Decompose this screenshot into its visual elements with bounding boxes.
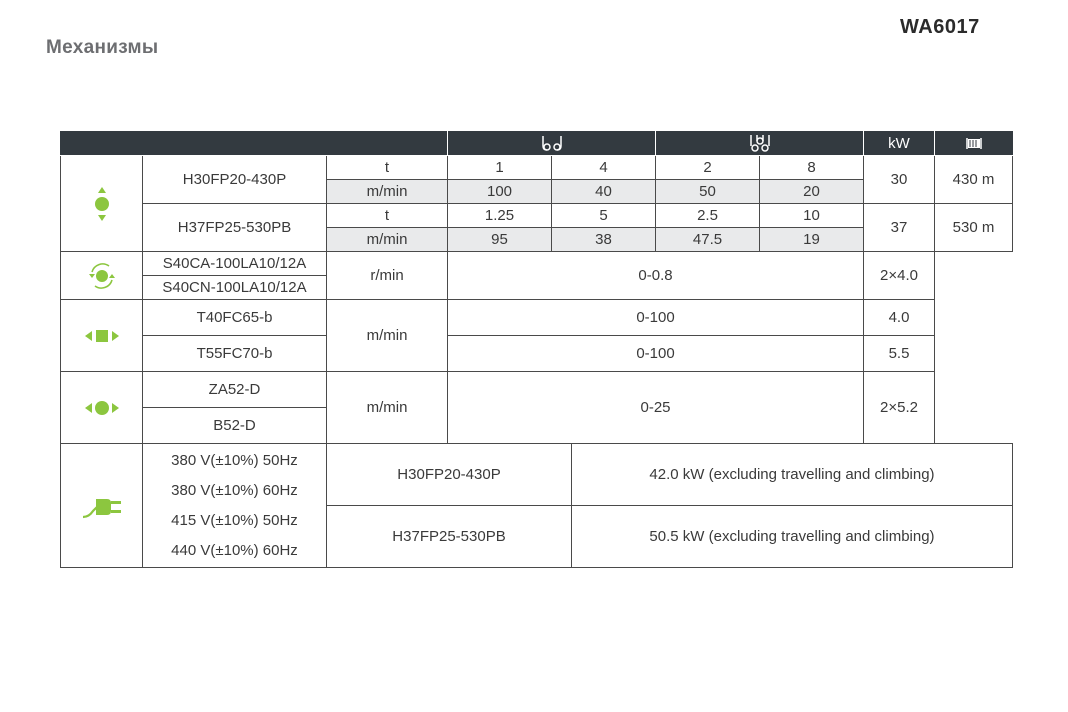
speed-value: 95 [448, 228, 552, 252]
travel-model: ZA52-D [143, 372, 327, 408]
power-consumption: 42.0 kW (excluding travelling and climbing) [572, 444, 1013, 506]
speed-value: 100 [448, 180, 552, 204]
power-icon-cell [61, 444, 143, 568]
voltage-list [143, 444, 327, 568]
trolley-kw: 4.0 [864, 300, 935, 336]
trolley-row-2 [61, 336, 1013, 372]
hoist-up-down-icon [92, 186, 112, 222]
slewing-icon-cell [61, 252, 143, 300]
trolley-range: 0-100 [448, 300, 864, 336]
speed-value: 50 [656, 180, 760, 204]
t-value: 4 [552, 156, 656, 180]
trolley-unit: m/min [327, 300, 448, 372]
speed-label: m/min [327, 180, 448, 204]
t-value: 5 [552, 204, 656, 228]
t-value: 1.25 [448, 204, 552, 228]
empty-cell [935, 252, 1013, 300]
speed-label: m/min [327, 228, 448, 252]
travel-kw: 2×5.2 [864, 372, 935, 444]
table-header-row [61, 131, 1013, 156]
trolley-icon-cell [61, 300, 143, 372]
trolley-model: T55FC70-b [143, 336, 327, 372]
empty-cell [935, 372, 1013, 444]
trolley-model: T40FC65-b [143, 300, 327, 336]
power-model: H30FP20-430P [327, 444, 572, 506]
header-single-fall [448, 131, 656, 156]
t-value: 10 [760, 204, 864, 228]
speed-value: 38 [552, 228, 656, 252]
hoist-height: 530 m [935, 204, 1013, 252]
travel-row-1 [61, 372, 1013, 408]
hoist-kw: 30 [864, 156, 935, 204]
slewing-row-1 [61, 252, 1013, 276]
voltage-option: 440 V(±10%) 60Hz [171, 541, 298, 559]
power-model: H37FP25-530PB [327, 506, 572, 568]
hoist-kw: 37 [864, 204, 935, 252]
trolley-travel-icon [84, 329, 120, 343]
hoist-model: H37FP25-530PB [143, 204, 327, 252]
slewing-range: 0-0.8 [448, 252, 864, 300]
crane-travel-icon [84, 400, 120, 416]
mechanisms-table [60, 131, 1013, 568]
slewing-icon [87, 263, 117, 289]
voltage-option: 380 V(±10%) 50Hz [171, 451, 298, 469]
trolley-range: 0-100 [448, 336, 864, 372]
t-label: t [327, 156, 448, 180]
header-kw: kW [864, 131, 935, 156]
hoist-model: H30FP20-430P [143, 156, 327, 204]
power-plug-icon [81, 491, 123, 521]
travel-model: B52-D [143, 408, 327, 444]
t-value: 2.5 [656, 204, 760, 228]
power-consumption: 50.5 kW (excluding travelling and climbing) [572, 506, 1013, 568]
header-blank [61, 131, 448, 156]
speed-value: 20 [760, 180, 864, 204]
t-label: t [327, 204, 448, 228]
page-title: Механизмы [46, 37, 159, 58]
header-drum [935, 131, 1013, 156]
t-value: 1 [448, 156, 552, 180]
power-row-1 [61, 444, 1013, 506]
slewing-kw: 2×4.0 [864, 252, 935, 300]
speed-value: 19 [760, 228, 864, 252]
rope-drum-icon [964, 135, 984, 151]
hoist-row-2-t [61, 204, 1013, 228]
hoist-height: 430 m [935, 156, 1013, 204]
travel-range: 0-25 [448, 372, 864, 444]
t-value: 2 [656, 156, 760, 180]
voltage-option: 380 V(±10%) 60Hz [171, 481, 298, 499]
travel-unit: m/min [327, 372, 448, 444]
single-fall-rope-icon [540, 134, 564, 152]
slewing-model: S40CA-100LA10/12A [143, 252, 327, 276]
slewing-model: S40CN-100LA10/12A [143, 276, 327, 300]
header-double-fall [656, 131, 864, 156]
hoist-row-1-t [61, 156, 1013, 180]
double-fall-rope-icon [748, 133, 772, 153]
voltage-option: 415 V(±10%) 50Hz [171, 511, 298, 529]
travel-icon-cell [61, 372, 143, 444]
speed-value: 40 [552, 180, 656, 204]
trolley-row-1 [61, 300, 1013, 336]
t-value: 8 [760, 156, 864, 180]
trolley-kw: 5.5 [864, 336, 935, 372]
hoist-icon-cell [61, 156, 143, 252]
empty-cell [935, 300, 1013, 372]
speed-value: 47.5 [656, 228, 760, 252]
model-code: WA6017 [900, 16, 980, 38]
slewing-unit: r/min [327, 252, 448, 300]
